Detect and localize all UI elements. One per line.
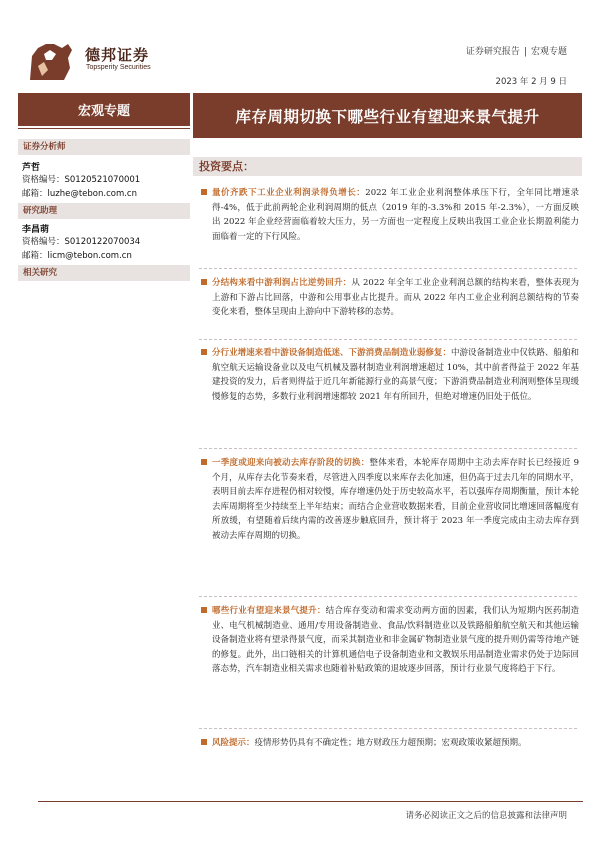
key-point-lead: 哪些行业有望迎来景气提升： <box>212 606 326 616</box>
analyst-cert: 资格编号：S0120521070001 <box>22 175 141 185</box>
divider <box>199 448 577 449</box>
key-point <box>199 604 579 677</box>
side-tag: 宏观专题 <box>18 93 190 126</box>
key-point-text: 整体来看，本轮库存周期中主动去库存时长已经接近 9 个月，从库存去化节奏来看，尽管进入四季度以来库存去化加速，但仍高于过去几年的同期水平，表明目前去库存进程仍相对较慢，库存增速仍处于历史较高水平，若以强库存周期衡量，预计本轮去库周期将至少持续至上半年结束；而结合企业营收数据来看，目前企业营收同比增速回落幅度有所放缓，有望随着后续内需的改善逐步触底回升，预计将于 2023 年一季度完成由主动去库存到被动去库存周期的切换。 <box>212 458 579 542</box>
doc-category: 宏观专题 <box>530 47 567 57</box>
divider <box>199 728 577 729</box>
doc-type: 证券研究报告 <box>465 47 520 57</box>
bullet-icon <box>201 279 207 285</box>
key-point <box>199 276 579 320</box>
bullet-icon <box>201 189 207 195</box>
assistant-name: 李昌萌 <box>22 225 50 235</box>
divider <box>199 596 577 597</box>
key-point-lead: 风险提示： <box>212 738 255 748</box>
assistant-email[interactable]: 邮箱：licm@tebon.com.cn <box>22 251 132 261</box>
key-point <box>199 456 579 544</box>
key-point-text: 2022 年工业企业利润整体承压下行，全年同比增速录得-4%，低于此前两轮企业利润周期的低点（2019 年的-3.3%和 2015 年-2.3%），一方面反映出 2022 年企业经营面临着较大压力，另一方面也一定程度上反映出我国工业企业长期盈利能力面临着一定的下行风险。 <box>212 188 579 242</box>
brand-name: 德邦证券 <box>85 46 150 64</box>
company-logo <box>28 40 74 82</box>
bullet-icon <box>201 607 207 613</box>
key-point-lead: 分行业增速来看中游设备制造低迷、下游消费品制造业弱修复： <box>212 348 451 358</box>
key-point-text: 疫情形势仍具有不确定性；地方财政压力超预期；宏观政策收紧超预期。 <box>254 738 527 748</box>
analyst-name: 芦哲 <box>22 163 41 173</box>
divider <box>199 339 577 340</box>
key-point <box>199 346 579 404</box>
bullet-icon <box>201 459 207 465</box>
footer-rule <box>38 801 583 802</box>
key-point-text: 从 2022 年全年工业企业利润总额的结构来看，整体表现为上游和下游占比回落，中游和公用事业占比提升。而从 2022 年内工业企业利润总额结构的节奏变化来看，整体呈现由上游向中下游转移的态势。 <box>212 278 579 318</box>
key-point-lead: 分结构来看中游利润占比逆势回升： <box>212 278 352 288</box>
key-point <box>199 736 579 751</box>
assistant-heading: 研究助理 <box>18 203 190 219</box>
report-date: 2023 年 2 月 9 日 <box>495 77 567 87</box>
key-points-heading: 投资要点： <box>193 157 582 176</box>
related-research-heading: 相关研究 <box>18 265 190 281</box>
bullet-icon <box>201 739 207 745</box>
divider <box>199 268 577 269</box>
key-point-text: 中游设备制造业中仅铁路、船舶和航空航天运输设备业以及电气机械及器材制造业利润增速超过 10%，其中前者得益于 2022 年基建投资的发力，后者则得益于近几年新能源行业的高景气度；下游消费品制造业利润则整体呈现缓慢修复的态势，多数行业利润增速都较 2021 年有所回升，但绝对增速仍旧处于低位。 <box>212 348 579 402</box>
key-point-lead: 一季度或迎来向被动去库存阶段的切换： <box>212 458 370 468</box>
header-separator: | <box>523 47 527 57</box>
key-point-text: 结合库存变动和需求变动两方面的因素，我们认为短期内医药制造业、电气机械制造业、通用/专用设备制造业、食品/饮料制造业以及铁路船舶航空航天和其他运输设备制造业将有望录得景气度，而采其制造业和非金属矿物制造业景气度的提升则仍需等待地产链的修复。此外，出口链相关的计算机通信电子设备制造业和文教娱乐用品制造业需求仍处于边际回落态势，汽车制造业相关需求也随着补贴政策的退坡逐步回落，预计行业景气度将趋于下行。 <box>212 606 579 675</box>
key-point <box>199 186 579 244</box>
key-point-lead: 量价齐跌下工业企业利润录得负增长： <box>212 188 366 198</box>
footer-disclaimer: 请务必阅读正文之后的信息披露和法律声明 <box>405 811 567 821</box>
brand-name-en: Topsperity Securities <box>86 64 151 71</box>
analyst-email[interactable]: 邮箱：luzhe@tebon.com.cn <box>22 189 137 199</box>
sidebar-rule <box>18 128 190 129</box>
report-title: 库存周期切换下哪些行业有望迎来景气提升 <box>193 93 582 138</box>
analyst-heading: 证券分析师 <box>18 139 190 155</box>
header-labels <box>466 44 567 57</box>
bullet-icon <box>201 349 207 355</box>
assistant-cert: 资格编号：S0120122070034 <box>22 237 141 247</box>
